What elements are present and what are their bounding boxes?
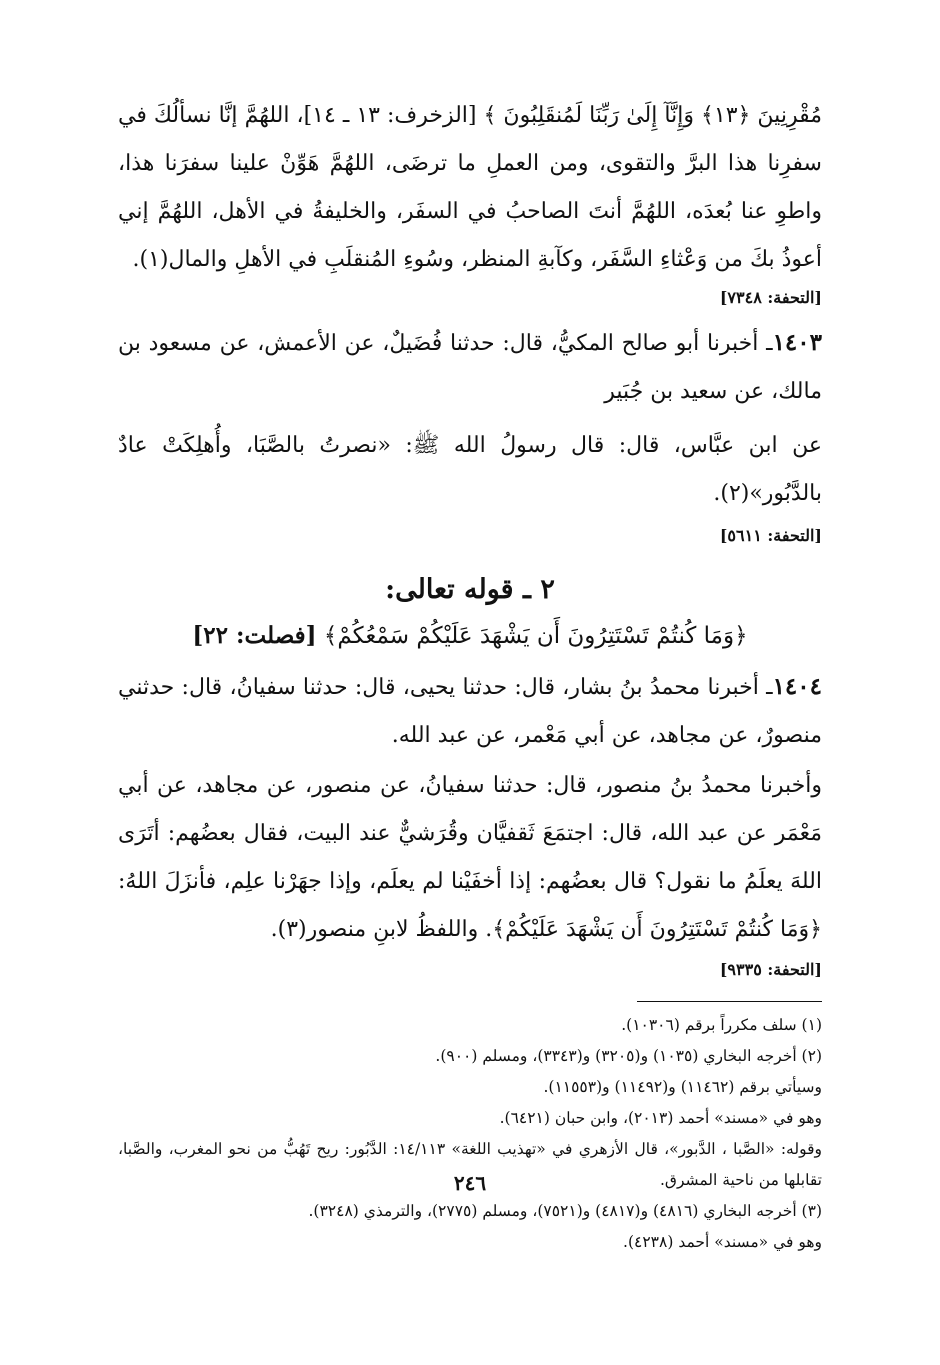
hadith-1404-isnad [118,663,822,760]
continuation-paragraph: مُقْرِنِينَ ﴿١٣﴾ وَإِنَّآ إِلَىٰ رَبِّنَا لَمُنقَلِبُونَ ﴾ [الزخرف: ١٣ ـ ١٤]، اللهُمَّ إنَّا نسألُكَ في سفرِنا هذا البرَّ والتقوى، ومن العملِ ما ترضَى، اللهُمَّ هَوِّنْ علينا سفرَنا هذا، واطوِ عنا بُعدَه، اللهُمَّ أنتَ الصاحبُ في السفَر، والخليفةُ في الأهل، اللهُمَّ إني أعوذُ بكَ من وَعْثاءِ السَّفَر، وكآبةِ المنظر، وسُوءِ المُنقلَبِ في الأهلِ والمال(١). [118,103,822,272]
hadith-isnad-text: ـ أخبرنا محمدُ بنُ بشار، قال: حدثنا يحيى، قال: حدثنا سفيانُ، قال: حدثني منصورٌ، عن مجاهد، عن أبي مَعْمر، عن عبد الله. [118,675,822,748]
tuhfa-reference-7348: [التحفة: ٧٣٤٨] [719,288,822,307]
hadith-number: ١٤٠٤ [772,673,822,700]
hadith-1403-isnad [118,319,822,416]
tuhfa-reference-5611: [التحفة: ٥٦١١] [719,526,822,545]
page-number: ٢٤٦ [453,1171,487,1195]
hadith-isnad-text: ـ أخبرنا أبو صالح المكيُّ، قال: حدثنا فُضَيلٌ، عن الأعمش، عن مسعود بن مالك، عن سعيد بن جُبَير [118,331,822,404]
footnote-line: وسيأتي برقم (١١٤٦٢) و(١١٤٩٢) و(١١٥٥٣). [543,1078,822,1096]
verse-reference: [فصلت: ٢٢] [192,622,317,649]
footnote-line: (٣) أخرجه البخاري (٤٨١٦) و(٤٨١٧) و(٧٥٢١)، ومسلم (٢٧٧٥)، والترمذي (٣٢٤٨). [308,1202,822,1220]
hadith-number: ١٤٠٣ [772,329,822,356]
footnote-line: وقوله: «الصَّبا ، الدَّبور»، قال الأزهري في «تهذيب اللغة» ١٤/١١٣: الدَّبُور: ريح تَهُبُّ من نحو المغرب، والصَّبا، تقابلها من ناحية المشرق. [118,1140,822,1189]
section-heading: ٢ ـ قوله تعالى: [385,574,555,605]
footnote-separator [637,1001,822,1002]
section-verse [118,613,822,659]
footnotes [118,1010,822,1258]
quran-verse: ﴿وَمَا كُنتُمْ تَسْتَتِرُونَ أَن يَشْهَدَ عَلَيْكُمْ سَمْعُكُمْ﴾ [323,623,748,649]
footnote-line: (١) سلف مكرراً برقم (١٠٣٠٦). [621,1016,822,1034]
hadith-1403-matn: عن ابن عبَّاس، قال: قال رسولُ الله ﷺ: «نصرتُ بالصَّبَا، وأُهلِكَتْ عادٌ بالدَّبُور»(٢). [118,433,822,506]
footnote-line: (٢) أخرجه البخاري (١٠٣٥) و(٣٢٠٥) و(٣٣٤٣)، ومسلم (٩٠٠). [435,1047,822,1065]
tuhfa-reference-9335: [التحفة: ٩٣٣٥] [719,960,822,979]
footnote-line: وهو في «مسند» أحمد (٢٠١٣)، وابن حبان (٦٤٢١). [499,1109,822,1127]
footnote-line: وهو في «مسند» أحمد (٤٢٣٨). [623,1233,822,1251]
hadith-1404-second-isnad: وأخبرنا محمدُ بنُ منصور، قال: حدثنا سفيانُ، عن منصور، عن مجاهد، عن أبي مَعْمَر عن عبد الله، قال: اجتمَعَ ثَقفيَّان وقُرَشيٌّ عند البيت، فقال بعضُهم: أتَرَى اللهَ يعلَمُ ما نقول؟ قال بعضُهم: إذا أخفَيْنا لم يعلَم، وإذا جهَرْنا علِم، فأنزَلَ اللهُ: ﴿وَمَا كُنتُمْ تَسْتَتِرُونَ أَن يَشْهَدَ عَلَيْكُمْ﴾. واللفظُ لابنِ منصور(٣). [118,773,822,942]
